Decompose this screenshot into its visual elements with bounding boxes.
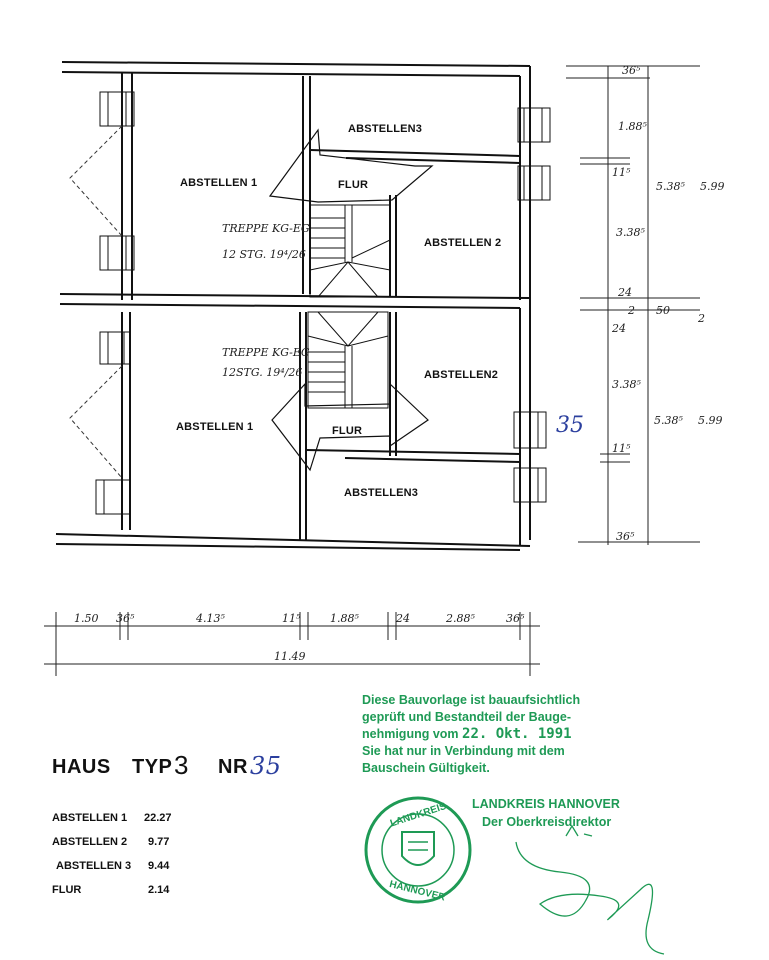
stamp-line-4: Sie hat nur in Verbindung mit dem xyxy=(362,744,565,758)
legend-row-name: ABSTELLEN 2 xyxy=(52,836,128,848)
approval-stamp xyxy=(362,692,682,829)
dim-bottom-3: 4.13⁵ xyxy=(196,612,225,625)
legend-nr-value: 35 xyxy=(250,752,282,780)
dim-bottom-5: 1.88⁵ xyxy=(330,612,359,625)
stamp-date: 22. Okt. 1991 xyxy=(462,726,572,742)
room-label-lower-abstellen2: ABSTELLEN2 xyxy=(424,369,499,381)
dim-right-3: 11⁵ xyxy=(612,166,631,179)
stair-note-upper-1: TREPPE KG-EG xyxy=(222,222,310,235)
stair-note-lower-1: TREPPE KG-EG xyxy=(222,346,310,359)
dim-bottom-total: 11.49 xyxy=(274,650,306,663)
stamp-line-3-text: nehmigung vom xyxy=(362,727,459,741)
seal-bottom-text: HANNOVER xyxy=(388,878,447,904)
signature xyxy=(516,826,664,954)
stair-note-upper-2: 12 STG. 19⁴/26 xyxy=(222,248,306,261)
dim-right-10: 2 xyxy=(698,312,705,325)
dim-right-11: 24 xyxy=(612,322,626,335)
legend-typ-value: 3 xyxy=(174,750,189,780)
dim-bottom-7: 2.88⁵ xyxy=(446,612,475,625)
room-label-lower-flur: FLUR xyxy=(332,425,363,437)
room-label-upper-abstellen3: ABSTELLEN3 xyxy=(348,123,423,135)
dim-bottom-1: 1.50 xyxy=(74,612,99,625)
legend-nr: NR xyxy=(218,756,248,778)
walls xyxy=(56,62,530,550)
dim-right-12: 3.38⁵ xyxy=(612,378,641,391)
legend-row-name: ABSTELLEN 1 xyxy=(52,812,128,824)
dim-right-2: 1.88⁵ xyxy=(618,120,647,133)
legend-row-value: 22.27 xyxy=(144,812,172,824)
legend-row-value: 2.14 xyxy=(148,884,170,896)
door-swings xyxy=(70,126,122,478)
dim-right-7: 24 xyxy=(618,286,632,299)
legend-row-value: 9.77 xyxy=(148,836,170,848)
dim-right-4: 5.38⁵ xyxy=(656,180,685,193)
dim-bottom-6: 24 xyxy=(396,612,410,625)
room-label-lower-abstellen1: ABSTELLEN 1 xyxy=(176,421,254,433)
legend-row-value: 9.44 xyxy=(148,860,170,872)
dim-bottom-4: 11⁵ xyxy=(282,612,301,625)
dim-right-16: 36⁵ xyxy=(616,530,635,543)
dim-right-6: 3.38⁵ xyxy=(616,226,645,239)
room-label-upper-flur: FLUR xyxy=(338,179,369,191)
room-label-upper-abstellen1: ABSTELLEN 1 xyxy=(180,177,258,189)
room-label-lower-abstellen3: ABSTELLEN3 xyxy=(344,487,419,499)
house-number-mark: 35 xyxy=(556,413,584,438)
stamp-line-2: geprüft und Bestandteil der Bauge- xyxy=(362,710,572,724)
room-label-upper-abstellen2: ABSTELLEN 2 xyxy=(424,237,502,249)
dim-right-1: 36⁵ xyxy=(622,64,641,77)
legend xyxy=(52,750,312,906)
dim-right-15: 11⁵ xyxy=(612,442,631,455)
stamp-line-3 xyxy=(362,726,682,743)
legend-haus: HAUS xyxy=(52,756,111,778)
dim-right-8: 2 xyxy=(628,304,635,317)
legend-row-name: ABSTELLEN 3 xyxy=(56,860,132,872)
stamp-office: Der Oberkreisdirektor xyxy=(482,815,612,829)
dim-right-9: 50 xyxy=(656,304,670,317)
seal-top-text: LANDKREIS xyxy=(388,801,448,830)
legend-typ: TYP xyxy=(132,756,173,778)
stair-note-lower-2: 12STG. 19⁴/26 xyxy=(222,366,303,379)
dim-bottom-2: 36⁵ xyxy=(116,612,135,625)
dim-bottom-8: 36⁵ xyxy=(506,612,525,625)
legend-row-name: FLUR xyxy=(52,884,82,896)
stamp-line-1: Diese Bauvorlage ist bauaufsichtlich xyxy=(362,693,581,707)
dim-right-5: 5.99 xyxy=(700,180,725,193)
dim-right-14: 5.99 xyxy=(698,414,723,427)
stamp-authority: LANDKREIS HANNOVER xyxy=(472,797,620,811)
dim-right-13: 5.38⁵ xyxy=(654,414,683,427)
stamp-line-5: Bauschein Gültigkeit. xyxy=(362,761,490,775)
